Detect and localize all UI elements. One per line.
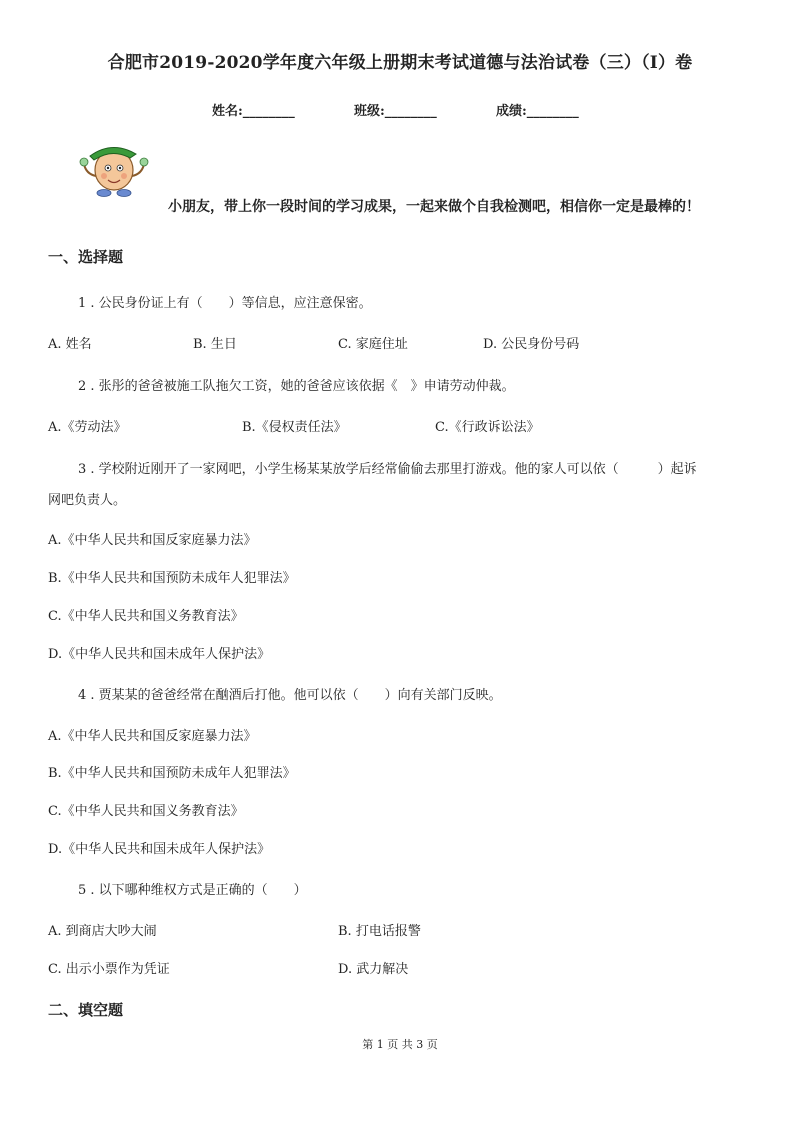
question-4-stem: 4 . 贾某某的爸爸经常在酗酒后打他。他可以依（ ）向有关部门反映。 — [78, 688, 502, 703]
question-3-stem-line2: 网吧负责人。 — [48, 493, 127, 508]
question-2-stem: 2 . 张彤的爸爸被施工队拖欠工资，她的爸爸应该依据《 》申请劳动仲裁。 — [78, 379, 515, 394]
question-4-option-a: A.《中华人民共和国反家庭暴力法》 — [48, 729, 257, 744]
question-3-option-c: C.《中华人民共和国义务教育法》 — [48, 609, 244, 624]
question-2-option-a: A.《劳动法》 — [48, 420, 127, 435]
question-1-option-c: C. 家庭住址 — [338, 337, 408, 352]
question-4-option-c: C.《中华人民共和国义务教育法》 — [48, 804, 244, 819]
question-5-option-a: A. 到商店大吵大闹 — [48, 924, 157, 939]
question-1-stem: 1 . 公民身份证上有（ ）等信息，应注意保密。 — [78, 296, 372, 311]
question-5-option-c: C. 出示小票作为凭证 — [48, 962, 170, 977]
question-3-stem-line1: 3 . 学校附近刚开了一家网吧，小学生杨某某放学后经常偷偷去那里打游戏。他的家人可以依（ ）起诉 — [78, 462, 697, 477]
page-title: 合肥市2019-2020学年度六年级上册期末考试道德与法治试卷（三）（I）卷 — [107, 53, 693, 73]
mascot-icon — [78, 140, 150, 198]
score-field: 成绩:________ — [496, 104, 579, 119]
question-4-option-d: D.《中华人民共和国未成年人保护法》 — [48, 842, 271, 857]
question-1-option-b: B. 生日 — [193, 337, 237, 352]
question-5-option-d: D. 武力解决 — [338, 962, 409, 977]
section-heading-choice: 一、选择题 — [48, 248, 124, 266]
question-3-option-b: B.《中华人民共和国预防未成年人犯罪法》 — [48, 571, 296, 586]
question-3-option-a: A.《中华人民共和国反家庭暴力法》 — [48, 533, 257, 548]
question-2-option-c: C.《行政诉讼法》 — [435, 420, 540, 435]
page-footer: 第 1 页 共 3 页 — [362, 1038, 438, 1051]
name-field: 姓名:________ — [212, 104, 295, 119]
question-1-option-a: A. 姓名 — [48, 337, 92, 352]
question-5-stem: 5 . 以下哪种维权方式是正确的（ ） — [78, 883, 307, 898]
class-field: 班级:________ — [354, 104, 437, 119]
question-4-option-b: B.《中华人民共和国预防未成年人犯罪法》 — [48, 766, 296, 781]
question-2-option-b: B.《侵权责任法》 — [242, 420, 347, 435]
section-heading-fill: 二、填空题 — [48, 1001, 124, 1019]
question-3-option-d: D.《中华人民共和国未成年人保护法》 — [48, 647, 271, 662]
question-1-option-d: D. 公民身份号码 — [483, 337, 580, 352]
question-5-option-b: B. 打电话报警 — [338, 924, 421, 939]
encouragement-text: 小朋友，带上你一段时间的学习成果，一起来做个自我检测吧，相信你一定是最棒的！ — [168, 199, 700, 215]
